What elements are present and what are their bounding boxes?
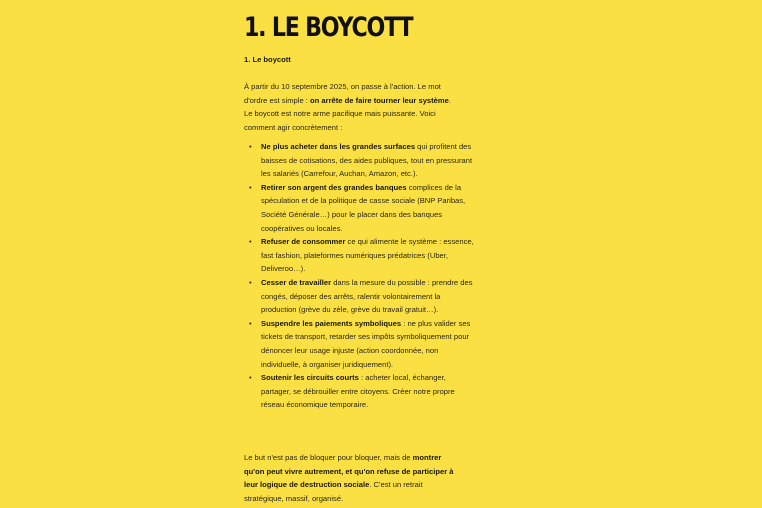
item-text: dans la mesure du possible : prendre des congés, déposer des arrêts, ralentir volontairement la production (grève du zèle, grève du travail gratuit…).: [261, 277, 473, 315]
list-item: [249, 235, 476, 276]
page-title: 1. LE BOYCOTT: [244, 12, 413, 43]
item-text: complices de la spéculation et de la politique de casse sociale (BNP Paribas, Société Générale…) pour le placer dans des banques coopératives ou locales.: [261, 182, 466, 233]
item-bold: Retirer son argent des grandes banques: [261, 182, 407, 192]
bullet-icon: •: [249, 182, 252, 192]
list-item: [249, 371, 476, 412]
item-bold: Suspendre les paiements symboliques: [261, 318, 402, 328]
item-text: : acheter local, échanger, partager, se débrouiller entre citoyens. Créer notre propre réseau économique temporaire.: [261, 373, 455, 410]
intro-bold: on arrête de faire tourner leur système: [310, 95, 449, 105]
bullet-icon: •: [249, 237, 252, 247]
list-item: [249, 181, 476, 235]
item-bold: Cesser de travailler: [261, 277, 332, 287]
bullet-icon: •: [249, 142, 252, 151]
intro-text-end: . Le boycott est notre arme pacifique mais puissante. Voici comment agir concrètement :: [244, 95, 452, 132]
action-list: [244, 140, 476, 412]
conclusion-text-end: . C'est un retrait stratégique, massif, organisé.: [244, 480, 423, 503]
section-subtitle: 1. Le boycott: [244, 55, 291, 64]
list-item: [249, 276, 476, 317]
item-bold: Refuser de consommer: [261, 237, 346, 247]
list-item: [249, 140, 476, 181]
intro-text: À partir du 10 septembre 2025, on passe à l'action. Le mot d'ordre est simple :: [244, 82, 441, 105]
item-bold: Soutenir les circuits courts: [261, 373, 359, 383]
item-bold: Ne plus acheter dans les grandes surfaces: [261, 142, 416, 151]
bullet-icon: •: [249, 318, 252, 328]
item-text: qui profitent des baisses de cotisations, des aides publiques, tout en pressurant les salariés (Carrefour, Auchan, Amazon, etc.).: [261, 142, 473, 179]
item-text: : ne plus valider ses tickets de transport, retarder ses impôts symboliquement pour dénoncer leur usage injuste (action coordonnée, non individuelle, à organiser juridiquement).: [261, 318, 471, 369]
bullet-icon: •: [249, 277, 252, 287]
bullet-icon: •: [249, 373, 252, 383]
intro-paragraph: [244, 80, 459, 134]
item-text: ce qui alimente le système : essence, fast fashion, plateformes numériques prédatrices (Uber, Deliveroo…).: [261, 237, 474, 274]
conclusion-text: Le but n'est pas de bloquer pour bloquer, mais de: [244, 453, 413, 462]
list-item: [249, 317, 476, 371]
conclusion-paragraph: [244, 451, 459, 505]
conclusion-bold: montrer qu'on peut vivre autrement, et qu'on refuse de participer à leur logique de destruction sociale: [244, 453, 454, 490]
